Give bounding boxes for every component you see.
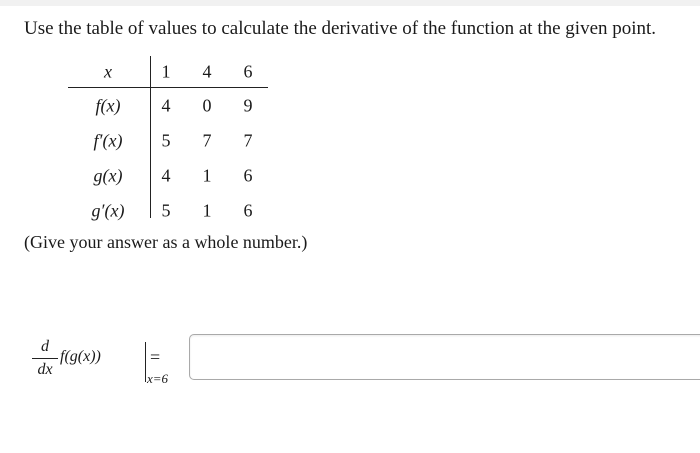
table-cell: 9 (243, 95, 253, 115)
table-cell: 4 (202, 61, 212, 82)
table-cell: 4 (161, 165, 171, 185)
row-label: f(x) (95, 95, 121, 115)
table-cell: 7 (243, 130, 253, 150)
table-cell: 0 (202, 95, 212, 115)
table-cell: 5 (161, 130, 171, 150)
fraction-denominator: dx (37, 361, 53, 378)
evaluation-bar (145, 342, 146, 382)
top-bar (0, 0, 700, 6)
table-cell: 1 (202, 165, 212, 185)
table-row (68, 88, 268, 123)
values-table (68, 56, 268, 228)
table-cell: 1 (161, 61, 171, 82)
answer-input[interactable] (189, 334, 700, 380)
composite-function: f(g(x)) (60, 348, 101, 365)
question-text: Use the table of values to calculate the derivative of the function at the given point. (24, 18, 657, 39)
answer-instruction: (Give your answer as a whole number.) (24, 232, 308, 252)
table-row (68, 123, 268, 158)
table-cell: 7 (202, 130, 212, 150)
evaluation-point: x=6 (147, 371, 169, 386)
row-label: g′(x) (91, 200, 125, 220)
table-cell: 1 (202, 200, 212, 220)
table-cell: 4 (161, 95, 171, 115)
row-label: g(x) (93, 165, 123, 185)
fraction-bar (32, 358, 58, 359)
table-vertical-divider (150, 56, 151, 218)
equals-sign: = (150, 347, 161, 367)
table-header-row (68, 56, 268, 88)
table-horizontal-divider (68, 87, 268, 88)
fraction-numerator: d (41, 338, 49, 355)
derivative-operator (32, 338, 58, 379)
table-cell: 6 (243, 61, 253, 82)
row-label: f′(x) (93, 130, 123, 150)
table-cell: 6 (243, 165, 253, 185)
row-label: x (104, 61, 112, 82)
table-row (68, 158, 268, 193)
table-cell: 5 (161, 200, 171, 220)
table-row (68, 193, 268, 228)
table-cell: 6 (243, 200, 253, 220)
